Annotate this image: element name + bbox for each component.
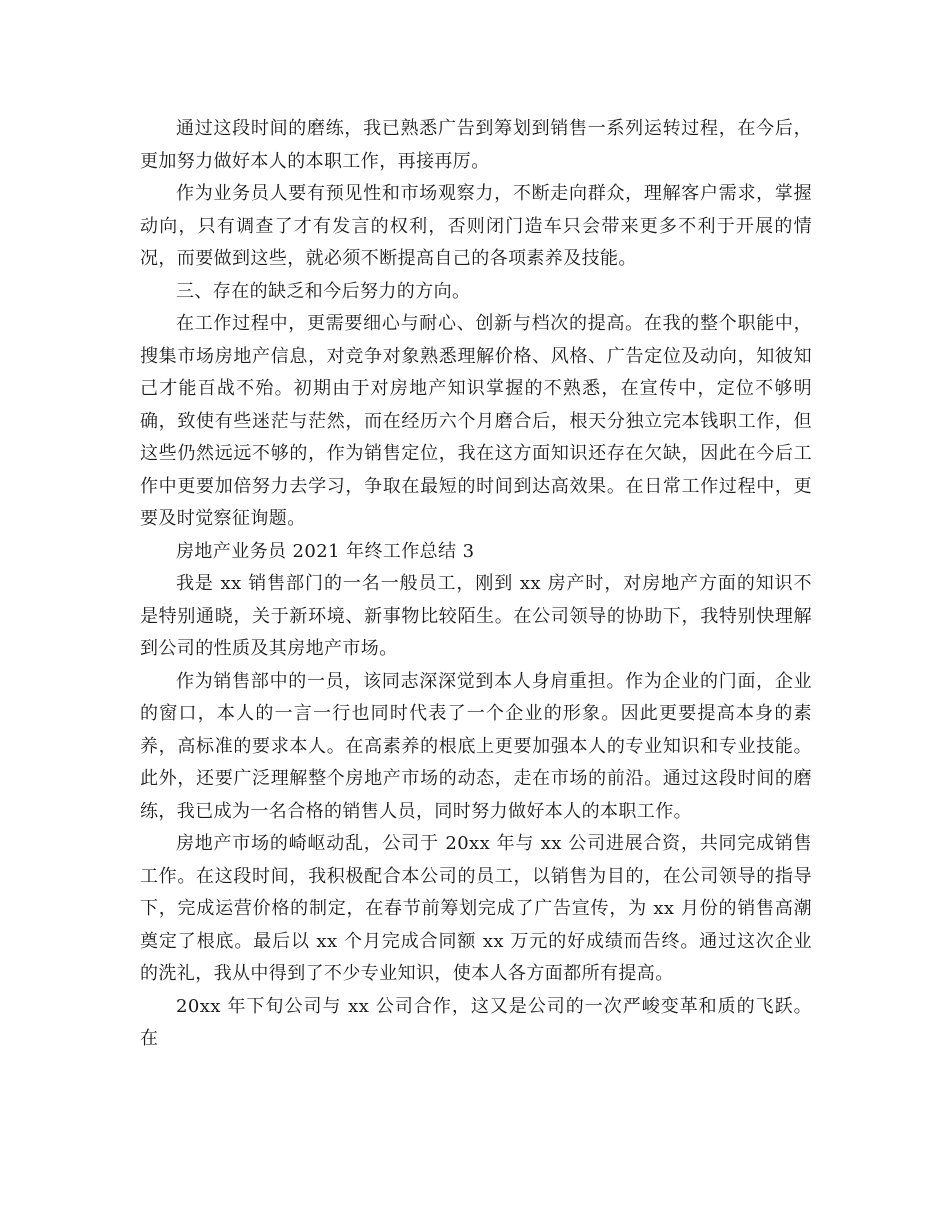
paragraph-1: 通过这段时间的磨练，我已熟悉广告到筹划到销售一系列运转过程，在今后，更加努力做好本人的本职工作，再接再厉。 <box>140 118 812 172</box>
paragraph-4: 我是 xx 销售部门的一名一般员工，刚到 xx 房产时，对房地产方面的知识不是特别通晓，关于新环境、新事物比较陌生。在公司领导的协助下，我特别快理解到公司的性质及其房地产市场。 <box>140 573 812 659</box>
paragraph-2: 作为业务员人要有预见性和市场观察力，不断走向群众，理解客户需求，掌握动向，只有调查了才有发言的权利，否则闭门造车只会带来更多不利于开展的情况，而要做到这些，就必须不断提高自己的各项素养及技能。 <box>140 183 812 269</box>
paragraph-3: 在工作过程中，更需要细心与耐心、创新与档次的提高。在我的整个职能中，搜集市场房地产信息，对竞争对象熟悉理解价格、风格、广告定位及动向，知彼知己才能百战不殆。初期由于对房地产知识掌握的不熟悉，在宣传中，定位不够明确，致使有些迷茫与茫然，而在经历六个月磨合后，根天分独立完本钱职工作，但这些仍然远远不够的，作为销售定位，我在这方面知识还存在欠缺，因此在今后工作中更要加倍努力去学习，争取在最短的时间到达高效果。在日常工作过程中，更要及时觉察征询题。 <box>140 313 812 529</box>
article-title: 房地产业务员 2021 年终工作总结 3 <box>176 540 475 562</box>
paragraph-6: 房地产市场的崎岖动乱，公司于 20xx 年与 xx 公司进展合资，共同完成销售工作。在这段时间，我积极配合本公司的员工，以销售为目的，在公司领导的指导下，完成运营价格的制定，在春节前筹划完成了广告宣传，为 xx 月份的销售高潮奠定了根底。最后以 xx 个月完成合同额 xx 万元的好成绩而告终。通过这次企业的洗礼，我从中得到了不少专业知识，使本人各方面都所有提高。 <box>140 833 812 984</box>
paragraph-5: 作为销售部中的一员，该同志深深觉到本人身肩重担。作为企业的门面，企业的窗口，本人的一言一行也同时代表了一个企业的形象。因此更要提高本身的素养，高标准的要求本人。在高素养的根底上更要加强本人的专业知识和专业技能。此外，还要广泛理解整个房地产市场的动态，走在市场的前沿。通过这段时间的磨练，我已成为一名合格的销售人员，同时努力做好本人的本职工作。 <box>140 670 812 822</box>
document-body <box>140 113 812 1056</box>
paragraph-7: 20xx 年下旬公司与 xx 公司合作，这又是公司的一次严峻变革和质的飞跃。在 <box>140 995 812 1049</box>
section-heading: 三、存在的缺乏和今后努力的方向。 <box>176 280 471 302</box>
